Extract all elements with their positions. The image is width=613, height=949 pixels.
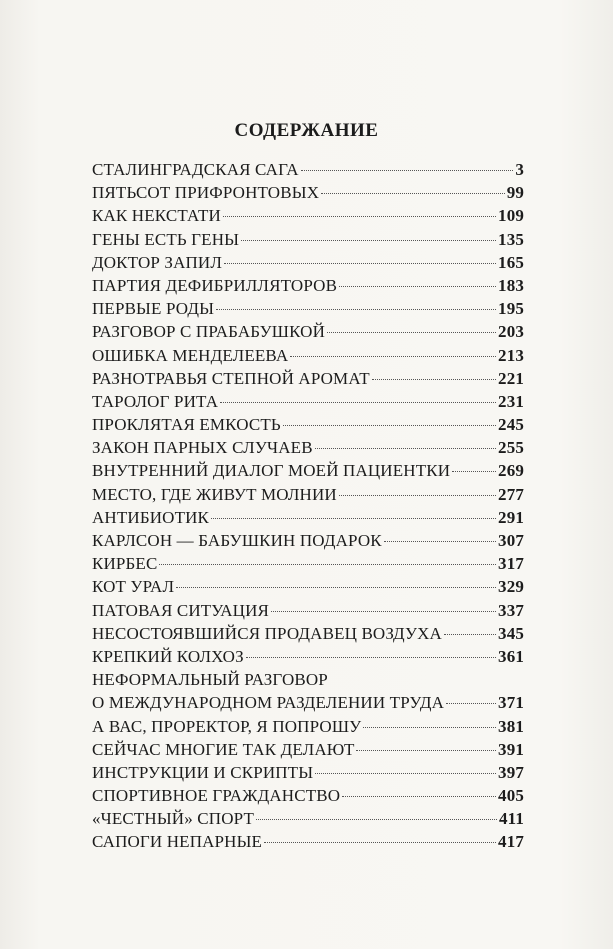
dot-leader xyxy=(339,495,496,496)
dot-leader xyxy=(356,750,496,751)
toc-entry-title: ПРОКЛЯТАЯ ЕМКОСТЬ xyxy=(92,415,281,435)
toc-entry xyxy=(92,483,524,506)
toc-entry-page: 405 xyxy=(498,786,524,806)
toc-entry-page: 397 xyxy=(498,762,524,782)
toc-entry-title: МЕСТО, ГДЕ ЖИВУТ МОЛНИИ xyxy=(92,484,337,504)
toc-entry xyxy=(92,784,524,807)
toc-entry-page: 255 xyxy=(498,438,524,458)
dot-leader xyxy=(363,727,496,728)
toc-entry-title: САПОГИ НЕПАРНЫЕ xyxy=(92,832,263,852)
toc-entry-title: РАЗГОВОР С ПРАБАБУШКОЙ xyxy=(92,322,326,342)
toc-entry-title: СПОРТИВНОЕ ГРАЖДАНСТВО xyxy=(92,786,341,806)
dot-leader xyxy=(223,216,496,217)
toc-entry-page: 231 xyxy=(498,391,524,411)
toc-entry-title: НЕФОРМАЛЬНЫЙ РАЗГОВОР xyxy=(92,670,328,690)
toc-entry-title: ДОКТОР ЗАПИЛ xyxy=(92,252,223,272)
toc-entry-page: 195 xyxy=(498,299,524,319)
toc-entry-title: ВНУТРЕННИЙ ДИАЛОГ МОЕЙ ПАЦИЕНТКИ xyxy=(92,461,451,481)
toc-entry-title: РАЗНОТРАВЬЯ СТЕПНОЙ АРОМАТ xyxy=(92,368,370,388)
toc-entry xyxy=(92,599,524,622)
toc-entry xyxy=(92,807,524,830)
toc-entry-title: ИНСТРУКЦИИ И СКРИПТЫ xyxy=(92,762,314,782)
toc-entry xyxy=(92,436,524,459)
toc-entry xyxy=(92,506,524,529)
toc-entry-page: 307 xyxy=(498,531,524,550)
toc-entry xyxy=(92,367,524,390)
toc-entry-title: СТАЛИНГРАДСКАЯ САГА xyxy=(92,160,299,179)
toc-entry xyxy=(92,181,524,204)
dot-leader xyxy=(315,773,496,774)
toc-entry-title: КАРЛСОН — БАБУШКИН ПОДАРОК xyxy=(92,531,382,550)
toc-entry-page: 417 xyxy=(498,832,524,852)
toc-entry-title: ТАРОЛОГ РИТА xyxy=(92,391,219,411)
toc-entry xyxy=(92,158,524,181)
dot-leader xyxy=(176,587,496,588)
dot-leader xyxy=(321,193,505,194)
dot-leader xyxy=(290,356,496,357)
toc-entry-title: СЕЙЧАС МНОГИЕ ТАК ДЕЛАЮТ xyxy=(92,739,355,759)
toc-entry-title: ЗАКОН ПАРНЫХ СЛУЧАЕВ xyxy=(92,438,313,458)
toc-entry-page: 109 xyxy=(498,206,524,226)
toc-entry-page: 329 xyxy=(498,577,524,597)
toc-entry-page: 183 xyxy=(498,275,524,295)
toc-entry xyxy=(92,251,524,274)
toc-entry-page: 3 xyxy=(515,160,524,179)
toc-entry xyxy=(92,529,524,552)
dot-leader xyxy=(211,518,496,519)
toc-entry xyxy=(92,575,524,598)
toc-entry-page: 213 xyxy=(498,345,524,365)
dot-leader xyxy=(452,471,496,472)
dot-leader xyxy=(315,448,496,449)
toc-entry-page: 361 xyxy=(498,646,524,666)
toc-entry xyxy=(92,761,524,784)
toc-entry xyxy=(92,622,524,645)
toc-entry-page: 203 xyxy=(498,322,524,342)
toc-entry xyxy=(92,645,524,668)
toc-entry xyxy=(92,228,524,251)
toc-entry xyxy=(92,715,524,738)
table-of-contents xyxy=(92,158,524,854)
toc-entry-title: ПАТОВАЯ СИТУАЦИЯ xyxy=(92,600,269,620)
toc-entry-title: А ВАС, ПРОРЕКТОР, Я ПОПРОШУ xyxy=(92,716,362,736)
dot-leader xyxy=(159,564,496,565)
toc-entry xyxy=(92,691,524,714)
toc-entry-title: ПЕРВЫЕ РОДЫ xyxy=(92,299,215,319)
toc-entry-page: 165 xyxy=(498,252,524,272)
toc-entry-page: 337 xyxy=(498,600,524,620)
toc-entry-title: АНТИБИОТИК xyxy=(92,507,210,527)
toc-entry-page: 381 xyxy=(498,716,524,736)
toc-entry-title: КРЕПКИЙ КОЛХОЗ xyxy=(92,646,244,666)
dot-leader xyxy=(444,634,496,635)
dot-leader xyxy=(339,286,496,287)
toc-entry-title: НЕСОСТОЯВШИЙСЯ ПРОДАВЕЦ ВОЗДУХА xyxy=(92,623,442,643)
contents-heading: СОДЕРЖАНИЕ xyxy=(234,120,379,141)
toc-entry-title: «ЧЕСТНЫЙ» СПОРТ xyxy=(92,809,254,829)
toc-entry xyxy=(92,344,524,367)
toc-entry-title: ГЕНЫ ЕСТЬ ГЕНЫ xyxy=(92,229,240,249)
dot-leader xyxy=(271,611,496,612)
toc-entry-page: 277 xyxy=(498,484,524,504)
toc-entry-title: КОТ УРАЛ xyxy=(92,577,175,597)
dot-leader xyxy=(384,541,496,542)
dot-leader xyxy=(342,796,496,797)
dot-leader xyxy=(301,170,514,171)
toc-entry xyxy=(92,459,524,482)
toc-entry-page: 317 xyxy=(498,554,524,574)
dot-leader xyxy=(283,425,496,426)
toc-entry-title: КАК НЕКСТАТИ xyxy=(92,206,221,226)
toc-entry-page: 221 xyxy=(498,368,524,388)
toc-entry-page: 135 xyxy=(498,229,524,249)
toc-entry xyxy=(92,552,524,575)
toc-entry xyxy=(92,204,524,227)
toc-entry-page: 411 xyxy=(498,809,524,829)
dot-leader xyxy=(264,842,496,843)
toc-entry-title: ПЯТЬСОТ ПРИФРОНТОВЫХ xyxy=(92,183,320,203)
dot-leader xyxy=(241,240,496,241)
toc-entry-page: 345 xyxy=(498,623,524,643)
dot-leader xyxy=(246,657,496,658)
dot-leader xyxy=(220,402,496,403)
dot-leader xyxy=(327,332,496,333)
toc-entry xyxy=(92,738,524,761)
dot-leader xyxy=(372,379,496,380)
toc-entry-page: 99 xyxy=(506,183,524,203)
toc-entry-page: 371 xyxy=(498,693,524,713)
toc-entry-title: ПАРТИЯ ДЕФИБРИЛЛЯТОРОВ xyxy=(92,275,338,295)
toc-entry xyxy=(92,274,524,297)
toc-entry-title: КИРБЕС xyxy=(92,554,158,574)
toc-entry-page: 245 xyxy=(498,415,524,435)
toc-entry-page: 391 xyxy=(498,739,524,759)
toc-entry xyxy=(92,320,524,343)
dot-leader xyxy=(446,703,496,704)
toc-entry-title: ОШИБКА МЕНДЕЛЕЕВА xyxy=(92,345,289,365)
dot-leader xyxy=(216,309,496,310)
dot-leader xyxy=(256,819,497,820)
toc-entry-title: О МЕЖДУНАРОДНОМ РАЗДЕЛЕНИИ ТРУДА xyxy=(92,693,445,713)
toc-entry xyxy=(92,668,524,691)
toc-entry xyxy=(92,297,524,320)
toc-entry xyxy=(92,830,524,853)
toc-entry xyxy=(92,390,524,413)
toc-entry-page: 269 xyxy=(498,461,524,481)
toc-entry-page: 291 xyxy=(498,507,524,527)
dot-leader xyxy=(224,263,496,264)
toc-entry xyxy=(92,413,524,436)
